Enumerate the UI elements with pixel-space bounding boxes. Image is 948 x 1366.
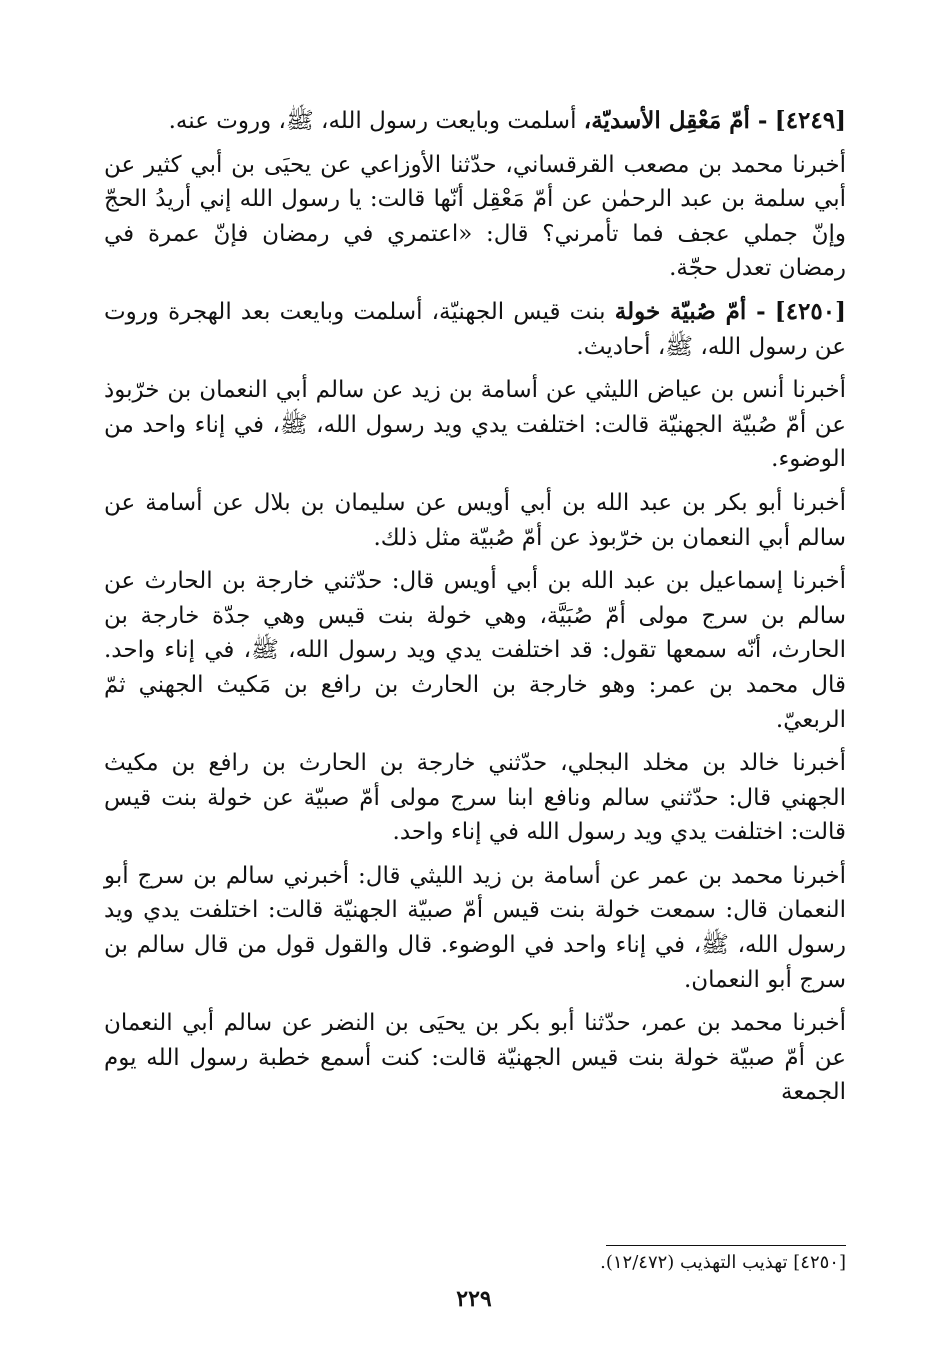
entry-heading (104, 295, 846, 364)
entry-heading (104, 104, 846, 139)
entry-number: [٤٢٥٠] (774, 297, 846, 325)
narration-paragraph: أخبرنا محمد بن عمر عن أسامة بن زيد الليثي قال: أخبرني سالم بن سرج أبو النعمان قال: سمعت خولة بنت قيس أمّ صبيّة الجهنيّة قالت: اختلفت يدي ويد رسول الله، ﷺ، في إناء واحد في الوضوء. قال والقول قول من قال سالم بن سرج أبو النعمان. (104, 862, 846, 993)
entry-name: - أمّ صُبيّة خولة (614, 297, 766, 325)
page-number: ٢٢٩ (456, 1286, 492, 1312)
narration-paragraph: أخبرنا إسماعيل بن عبد الله بن أبي أويس قال: حدّثني خارجة بن الحارث عن سالم بن سرج مولى أمّ صُبَيَّة، وهي خولة بنت قيس وهي جدّة خارجة بن الحارث، أنّه سمعها تقول: قد اختلفت يدي ويد رسول الله، ﷺ، في إناء واحد. قال محمد بن عمر: وهو خارجة بن الحارث بن رافع بن مَكيث الجهني ثمّ الربعيّ. (104, 568, 846, 733)
footnote: [٤٢٥٠] تهذيب التهذيب (١٢/٤٧٢). (600, 1252, 846, 1273)
narration-paragraph: أخبرنا أنس بن عياض الليثي عن أسامة بن زيد عن سالم أبي النعمان بن خرّبوذ عن أمّ صُبيّة الجهنيّة قالت: اختلفت يدي ويد رسول الله، ﷺ، في إناء واحد من الوضوء. (104, 377, 846, 473)
narration-paragraph: أخبرنا أبو بكر بن عبد الله بن أبي أويس عن سليمان بن بلال عن أسامة عن سالم أبي النعمان بن خرّبوذ عن أمّ صُبيّة مثل ذلك. (104, 489, 846, 551)
narration-paragraph: أخبرنا محمد بن مصعب القرقساني، حدّثنا الأوزاعي عن يحيَى بن أبي كثير عن أبي سلمة بن عبد الرحمٰن عن أمّ مَعْقِل أنّها قالت: يا رسول الله إني أريدُ الحجّ وإنّ جملي عجف فما تأمرني؟ قال: «اعتمري في رمضان فإنّ عمرة في رمضان تعدل حجّة. (104, 151, 846, 282)
footnote-divider (606, 1245, 846, 1246)
entry-number: [٤٢٤٩] (774, 107, 846, 134)
entry-name: - أمّ مَعْقِل الأسديّة، (583, 107, 768, 134)
entry-description: أسلمت وبايعت رسول الله، ﷺ، وروت عنه. (168, 108, 584, 134)
main-text (104, 104, 846, 1119)
entry-description: بنت قيس الجهنيّة، أسلمت وبايعت بعد الهجرة وروت عن رسول الله، ﷺ، أحاديث. (104, 298, 846, 360)
narration-paragraph: أخبرنا محمد بن عمر، حدّثنا أبو بكر بن يحيَى بن النضر عن سالم أبي النعمان عن أمّ صبيّة خولة بنت قيس الجهنيّة قالت: كنت أسمع خطبة رسول الله يوم الجمعة (104, 1010, 846, 1106)
narration-paragraph: أخبرنا خالد بن مخلد البجلي، حدّثني خارجة بن الحارث بن رافع بن مكيث الجهني قال: حدّثني سالم ونافع ابنا سرج مولى أمّ صبيّة عن خولة بنت قيس قالت: اختلفت يدي ويد رسول الله في إناء واحد. (104, 750, 846, 846)
